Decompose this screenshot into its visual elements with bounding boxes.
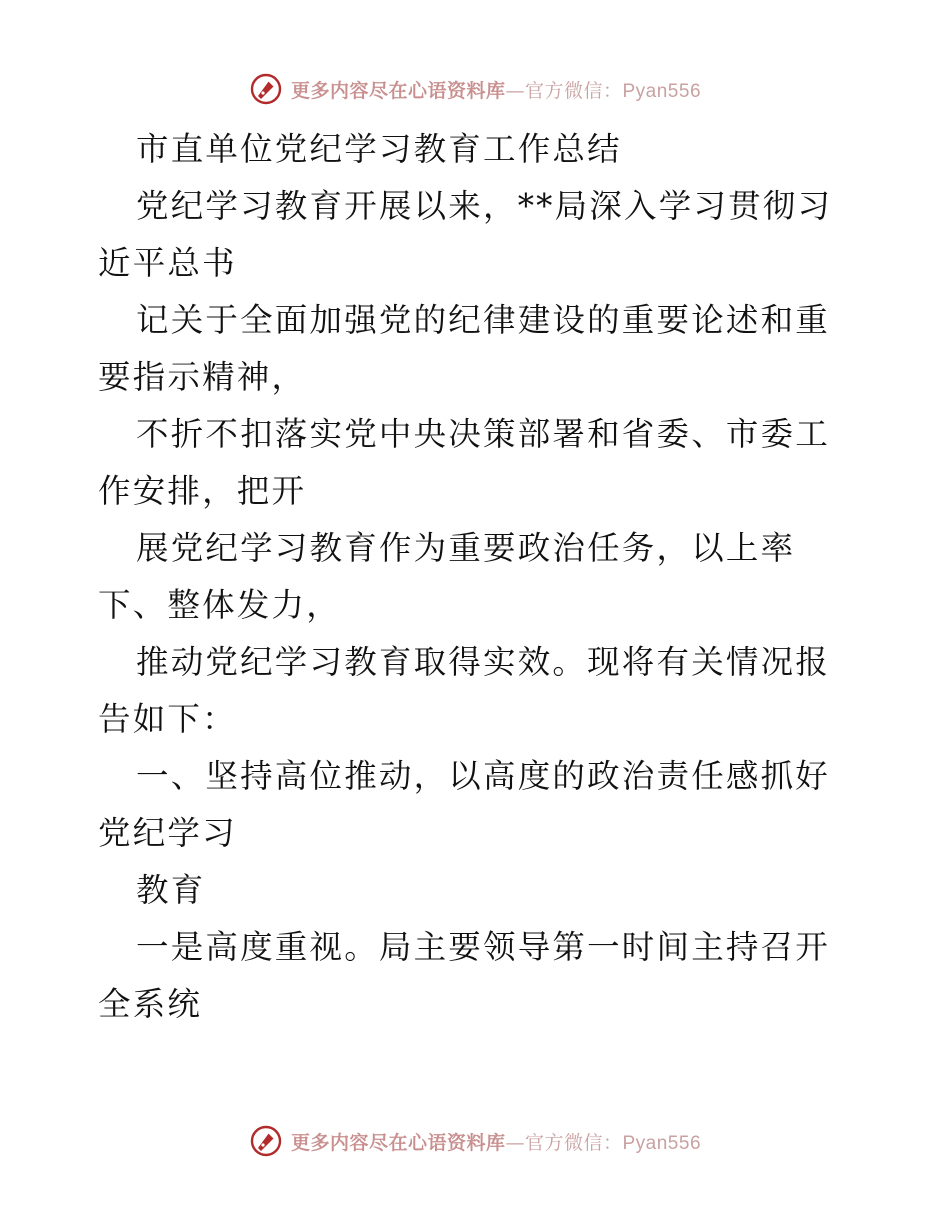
watermark-separator: — — [505, 79, 525, 102]
paragraph-4: 展党纪学习教育作为重要政治任务，以上率下、整体发力， — [98, 529, 796, 624]
watermark-brand: 更多内容尽在心语资料库 — [290, 79, 506, 102]
watermark-account: Pyan556 — [622, 80, 702, 102]
pen-nib-logo-icon — [249, 72, 283, 106]
watermark-official: 官方微信： — [524, 79, 623, 102]
paragraph-6: 一、坚持高位推动，以高度的政治责任感抓好党纪学习 — [98, 757, 831, 852]
document-title: 市直单位党纪学习教育工作总结 — [136, 130, 622, 168]
watermark-brand: 更多内容尽在心语资料库 — [290, 1131, 506, 1154]
watermark-separator: — — [505, 1131, 525, 1154]
paragraph-2: 记关于全面加强党的纪律建设的重要论述和重要指示精神， — [98, 301, 831, 396]
watermark-header — [0, 72, 950, 106]
paragraph-8: 一是高度重视。局主要领导第一时间主持召开全系统 — [98, 928, 831, 1023]
pen-nib-logo-icon — [249, 1124, 283, 1158]
document-body — [98, 121, 858, 1033]
watermark-official: 官方微信： — [524, 1131, 623, 1154]
watermark-text — [291, 1128, 701, 1155]
paragraph-3: 不折不扣落实党中央决策部署和省委、市委工作安排，把开 — [98, 415, 831, 510]
watermark-footer — [0, 1124, 950, 1158]
paragraph-5: 推动党纪学习教育取得实效。现将有关情况报告如下： — [98, 643, 831, 738]
watermark-account: Pyan556 — [622, 1132, 702, 1154]
paragraph-7: 教育 — [136, 871, 206, 909]
paragraph-1: 党纪学习教育开展以来，**局深入学习贯彻习近平总书 — [98, 187, 833, 282]
watermark-text — [291, 76, 701, 103]
